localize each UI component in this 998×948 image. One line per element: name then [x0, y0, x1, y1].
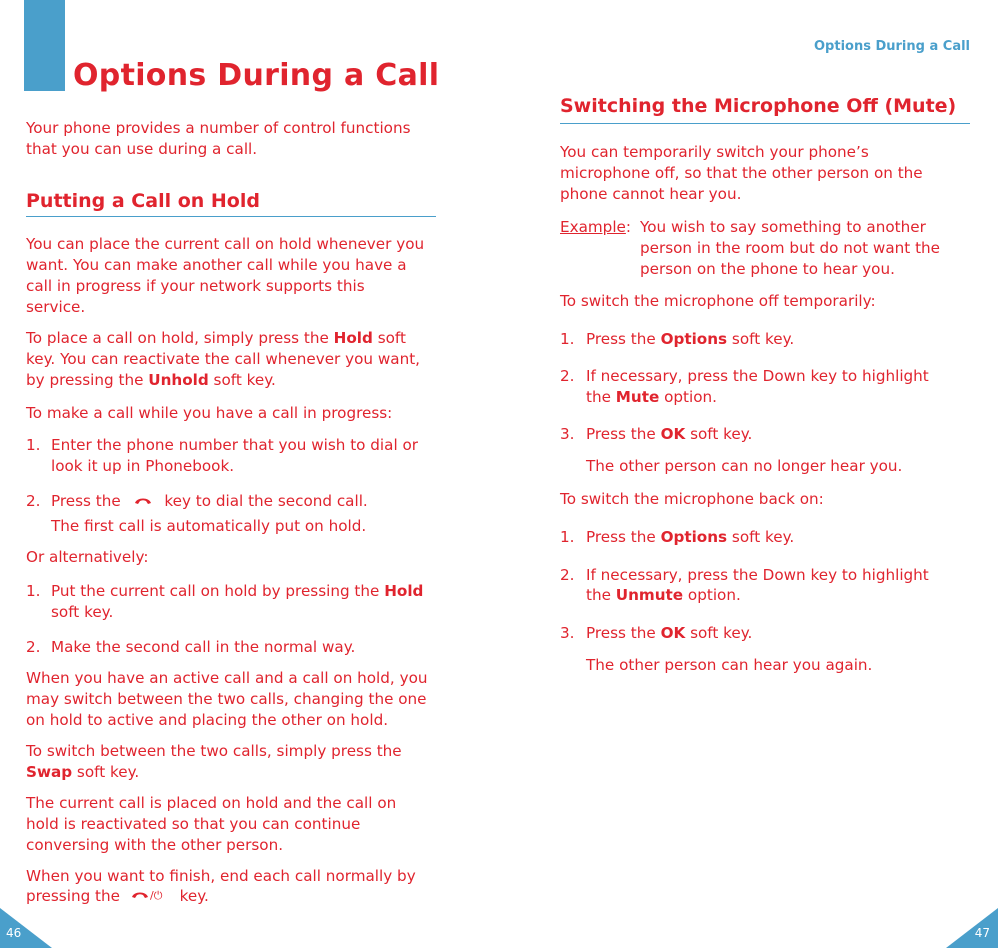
phone-send-icon — [126, 492, 160, 513]
on-step2-number: 2. — [560, 566, 575, 584]
mute-off-intro: To switch the microphone off temporarily: — [560, 292, 876, 310]
alt1-number: 1. — [26, 582, 41, 600]
hold-para6-line3: conversing with the other person. — [26, 836, 284, 854]
step2-line1: Press the key to dial the second call. — [51, 491, 368, 513]
hold-para6-line2: hold is reactivated so that you can continue — [26, 815, 361, 833]
page-title: Options During a Call — [73, 58, 440, 93]
on-step2-line1: If necessary, press the Down key to highlight — [586, 566, 929, 584]
hold-para4-line1: When you have an active call and a call on hold, you — [26, 669, 428, 687]
off-step1-number: 1. — [560, 330, 575, 348]
hold-para4-line3: on hold to active and placing the other on hold. — [26, 711, 389, 729]
phone-end-power-icon — [125, 887, 175, 908]
on-step1-number: 1. — [560, 528, 575, 546]
off-step3-number: 3. — [560, 425, 575, 443]
on-step3-note: The other person can hear you again. — [586, 656, 873, 674]
section-rule — [26, 216, 436, 217]
hold-para3: To make a call while you have a call in progress: — [26, 404, 393, 422]
step2-note: The first call is automatically put on hold. — [51, 517, 367, 535]
page-corner-right — [946, 908, 998, 948]
off-step3-note: The other person can no longer hear you. — [586, 457, 903, 475]
off-step2-number: 2. — [560, 367, 575, 385]
hold-para2-line3: by pressing the Unhold soft key. — [26, 371, 276, 389]
off-step2-line2: the Mute option. — [586, 388, 717, 406]
right-page — [499, 0, 998, 948]
chapter-tab-block — [24, 0, 65, 91]
section-heading-mute: Switching the Microphone Off (Mute) — [560, 95, 957, 117]
hold-para1-line2: want. You can make another call while you have a — [26, 256, 407, 274]
hold-para4-line2: may switch between the two calls, changing the one — [26, 690, 427, 708]
hold-para5-line2: Swap soft key. — [26, 763, 140, 781]
step1-line2: look it up in Phonebook. — [51, 457, 235, 475]
mute-para1-line3: phone cannot hear you. — [560, 185, 742, 203]
example-line1: You wish to say something to another — [640, 218, 926, 236]
on-step1-line1: Press the Options soft key. — [586, 528, 795, 546]
off-step1-line1: Press the Options soft key. — [586, 330, 795, 348]
hold-para1-line1: You can place the current call on hold whenever you — [26, 235, 425, 253]
off-step3-line1: Press the OK soft key. — [586, 425, 753, 443]
example-line2: person in the room but do not want the — [640, 239, 940, 257]
intro-line-2: that you can use during a call. — [26, 140, 258, 158]
section-heading-hold: Putting a Call on Hold — [26, 190, 260, 212]
example-line3: person on the phone to hear you. — [640, 260, 895, 278]
hold-para2-line2: key. You can reactivate the call whenever you want, — [26, 350, 421, 368]
on-step3-number: 3. — [560, 624, 575, 642]
mute-para1-line1: You can temporarily switch your phone’s — [560, 143, 869, 161]
step1-line1: Enter the phone number that you wish to dial or — [51, 436, 419, 454]
page-number-right: 47 — [974, 926, 990, 940]
running-head: Options During a Call — [814, 39, 970, 54]
mute-on-intro: To switch the microphone back on: — [560, 490, 824, 508]
svg-text:/⏻: /⏻ — [149, 889, 163, 901]
step1-number: 1. — [26, 436, 41, 454]
hold-para1-line4: service. — [26, 298, 86, 316]
alt2-number: 2. — [26, 638, 41, 656]
alt1-line1: Put the current call on hold by pressing the Hold — [51, 582, 424, 600]
hold-para6-line1: The current call is placed on hold and the call on — [26, 794, 397, 812]
hold-para5-line1: To switch between the two calls, simply press the — [26, 742, 402, 760]
mute-para1-line2: microphone off, so that the other person on the — [560, 164, 923, 182]
alt1-line2: soft key. — [51, 603, 114, 621]
intro-line-1: Your phone provides a number of control functions — [26, 119, 411, 137]
step2-number: 2. — [26, 492, 41, 510]
alternatively-label: Or alternatively: — [26, 548, 149, 566]
hold-para1-line3: call in progress if your network supports this — [26, 277, 365, 295]
hold-para2-line1: To place a call on hold, simply press the Hold soft — [26, 329, 406, 347]
page-number-left: 46 — [6, 926, 22, 940]
section-rule — [560, 123, 970, 124]
hold-para7-line2: pressing the /⏻ key. — [26, 886, 209, 908]
on-step2-line2: the Unmute option. — [586, 586, 741, 604]
alt2-line1: Make the second call in the normal way. — [51, 638, 356, 656]
on-step3-line1: Press the OK soft key. — [586, 624, 753, 642]
example-label-line: Example: — [560, 218, 632, 236]
hold-para7-line1: When you want to finish, end each call normally by — [26, 867, 416, 885]
off-step2-line1: If necessary, press the Down key to highlight — [586, 367, 929, 385]
